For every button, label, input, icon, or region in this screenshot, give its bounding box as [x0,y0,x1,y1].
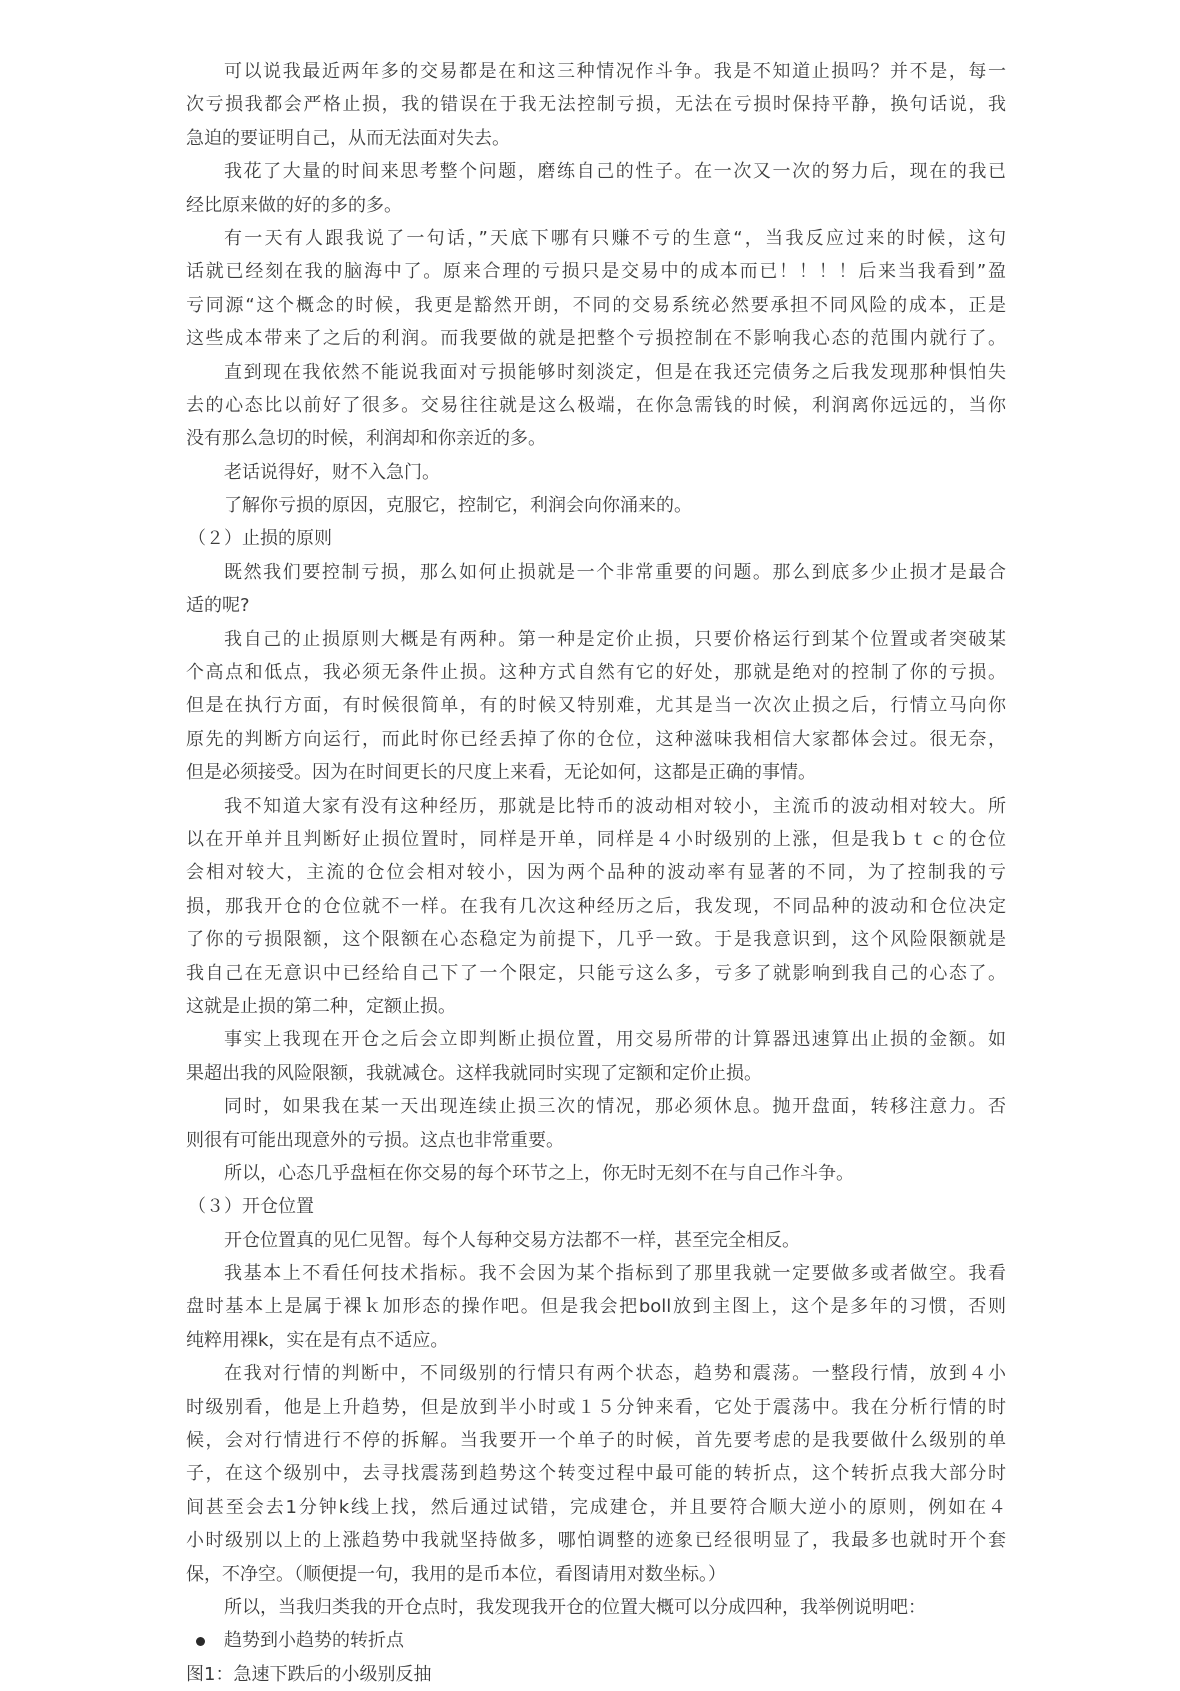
paragraph-line: 我自己的止损原则大概是有两种。第一种是定价止损，只要价格运行到某个位置或者突破某 [224,628,1006,650]
paragraph-line: 小时级别以上的上涨趋势中我就坚持做多，哪怕调整的迹象已经很明显了，我最多也就时开个套 [186,1530,1006,1552]
paragraph-line: 保，不净空。（顺便提一句，我用的是币本位，看图请用对数坐标。） [186,1563,726,1585]
paragraph-line: 时级别看，他是上升趋势，但是放到半小时或１５分钟来看，它处于震荡中。我在分析行情的时 [186,1396,1006,1418]
paragraph-line: 果超出我的风险限额，我就减仓。这样我就同时实现了定额和定价止损。 [186,1062,762,1084]
paragraph-line: 但是在执行方面，有时候很简单，有的时候又特别难，尤其是当一次次止损之后，行情立马向你 [186,695,1006,717]
paragraph-line: 原先的判断方向运行，而此时你已经丢掉了你的仓位，这种滋味我相信大家都体会过。很无奈， [186,728,1006,750]
document-page [186,55,1006,1691]
paragraph-line: 会相对较大，主流的仓位会相对较小，因为两个品种的波动率有显著的不同，为了控制我的亏 [186,862,1006,884]
paragraph-line: 纯粹用裸k，实在是有点不适应。 [186,1329,449,1351]
figure-caption: 图1：急速下跌后的小级别反抽 [186,1663,432,1685]
paragraph-line: 了你的亏损限额，这个限额在心态稳定为前提下，几乎一致。于是我意识到，这个风险限额就是 [186,929,1006,951]
bullet-icon [196,1637,205,1646]
paragraph-line: 个高点和低点，我必须无条件止损。这种方式自然有它的好处，那就是绝对的控制了你的亏损。 [186,662,1006,684]
paragraph-line: 以在开单并且判断好止损位置时，同样是开单，同样是４小时级别的上涨，但是我ｂｔｃ的仓位 [186,828,1006,850]
section-heading: （３）开仓位置 [188,1196,314,1218]
paragraph-line: 去的心态比以前好了很多。交易往往就是这么极端，在你急需钱的时候，利润离你远远的，当你 [186,394,1006,416]
paragraph-line: 开仓位置真的见仁见智。每个人每种交易方法都不一样，甚至完全相反。 [224,1229,800,1251]
paragraph-line: 可以说我最近两年多的交易都是在和这三种情况作斗争。我是不知道止损吗？并不是，每一 [224,61,1006,82]
paragraph-line: 这些成本带来了之后的利润。而我要做的就是把整个亏损控制在不影响我心态的范围内就行了。 [186,328,1006,350]
paragraph-line: 经比原来做的好的多的多。 [186,194,402,216]
paragraph-line: 有一天有人跟我说了一句话，”天底下哪有只赚不亏的生意“，当我反应过来的时候，这句 [224,227,1006,249]
paragraph-line: 盘时基本上是属于裸ｋ加形态的操作吧。但是我会把boll放到主图上，这个是多年的习惯，否则 [186,1296,1006,1318]
paragraph-line: 子，在这个级别中，去寻找震荡到趋势这个转变过程中最可能的转折点，这个转折点我大部分时 [186,1463,1006,1485]
paragraph-line: 损，那我开仓的仓位就不一样。在我有几次这种经历之后，我发现，不同品种的波动和仓位决定 [186,895,1006,917]
paragraph-line: 这就是止损的第二种，定额止损。 [186,995,456,1017]
paragraph-line: 所以，当我归类我的开仓点时，我发现我开仓的位置大概可以分成四种，我举例说明吧： [224,1596,926,1618]
paragraph-line: 事实上我现在开仓之后会立即判断止损位置，用交易所带的计算器迅速算出止损的金额。如 [224,1029,1006,1051]
paragraph-line: 急迫的要证明自己，从而无法面对失去。 [186,127,510,149]
paragraph-line: 直到现在我依然不能说我面对亏损能够时刻淡定，但是在我还完债务之后我发现那种惧怕失 [224,361,1006,383]
paragraph-line: 老话说得好，财不入急门。 [224,461,440,483]
paragraph-line: 次亏损我都会严格止损，我的错误在于我无法控制亏损，无法在亏损时保持平静，换句话说，我 [186,94,1006,116]
paragraph-line: 在我对行情的判断中，不同级别的行情只有两个状态，趋势和震荡。一整段行情，放到４小 [224,1363,1006,1385]
paragraph-line: 则很有可能出现意外的亏损。这点也非常重要。 [186,1129,564,1151]
section-heading: （２）止损的原则 [188,528,332,550]
paragraph-line: 既然我们要控制亏损，那么如何止损就是一个非常重要的问题。那么到底多少止损才是最合 [224,561,1006,583]
paragraph-line: 我花了大量的时间来思考整个问题，磨练自己的性子。在一次又一次的努力后，现在的我已 [224,161,1006,183]
paragraph-line: 话就已经刻在我的脑海中了。原来合理的亏损只是交易中的成本而已！！！！后来当我看到”盈 [186,261,1006,283]
bullet-item-text: 趋势到小趋势的转折点 [224,1630,404,1652]
paragraph-line: 我不知道大家有没有这种经历，那就是比特币的波动相对较小，主流币的波动相对较大。所 [224,795,1006,817]
paragraph-line: 了解你亏损的原因，克服它，控制它，利润会向你涌来的。 [224,495,692,517]
paragraph-line: 亏同源“这个概念的时候，我更是豁然开朗，不同的交易系统必然要承担不同风险的成本，正是 [186,294,1006,316]
paragraph-line: 候，会对行情进行不停的拆解。当我要开一个单子的时候，首先要考虑的是我要做什么级别的单 [186,1430,1006,1452]
paragraph-line: 所以，心态几乎盘桓在你交易的每个环节之上，你无时无刻不在与自己作斗争。 [224,1162,854,1184]
paragraph-line: 但是必须接受。因为在时间更长的尺度上来看，无论如何，这都是正确的事情。 [186,762,816,784]
bullet-item [186,1624,1006,1657]
paragraph-line: 适的呢? [186,595,250,617]
paragraph-line: 间甚至会去1分钟k线上找，然后通过试错，完成建仓，并且要符合顺大逆小的原则，例如在４ [186,1496,1006,1518]
paragraph-line: 我基本上不看任何技术指标。我不会因为某个指标到了那里我就一定要做多或者做空。我看 [224,1263,1006,1285]
paragraph-line: 同时，如果我在某一天出现连续止损三次的情况，那必须休息。抛开盘面，转移注意力。否 [224,1096,1006,1118]
paragraph-line: 没有那么急切的时候，利润却和你亲近的多。 [186,428,546,450]
paragraph-line: 我自己在无意识中已经给自己下了一个限定，只能亏这么多，亏多了就影响到我自己的心态了。 [186,962,1006,984]
